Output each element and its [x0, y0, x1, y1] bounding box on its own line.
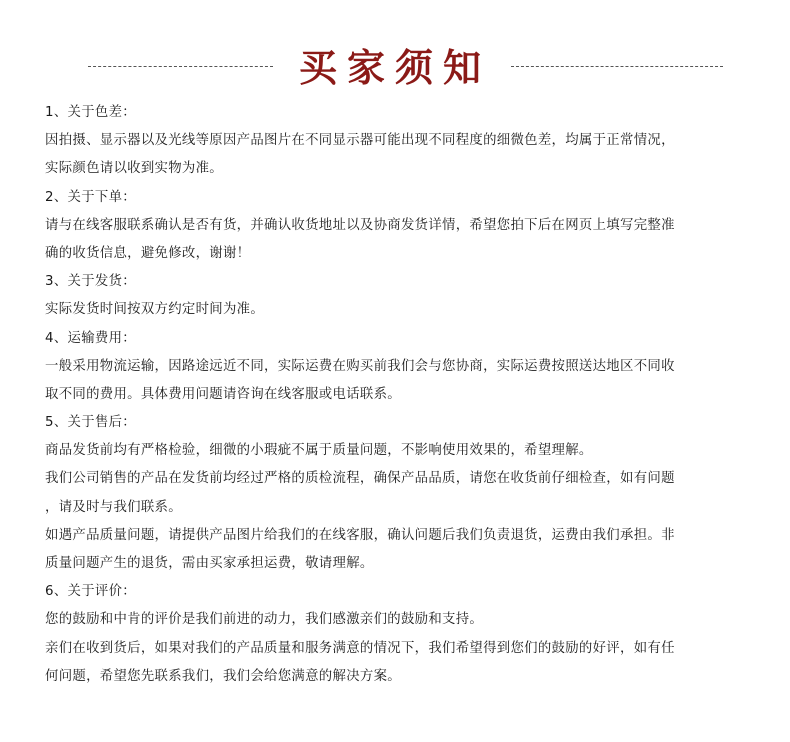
paragraph-line: 因拍摄、显示器以及光线等原因产品图片在不同显示器可能出现不同程度的细微色差，均属于正常情况，: [45, 133, 675, 149]
section-heading-color-difference: 1、关于色差：: [45, 105, 136, 120]
section-heading-shipping: 3、关于发货：: [45, 274, 136, 290]
notice-content: [45, 99, 750, 691]
paragraph-line: 一般采用物流运输，因路途远近不同，实际运费在购买前我们会与您协商，实际运费按照送达地区不同收: [45, 358, 675, 374]
left-dashed-divider: [88, 66, 273, 67]
paragraph-line: ，请及时与我们联系。: [45, 499, 182, 515]
paragraph-line: 如遇产品质量问题，请提供产品图片给我们的在线客服，确认问题后我们负责退货，运费由我们承担。非: [45, 527, 675, 543]
paragraph-line: 质量问题产生的退货，需由买家承担运费，敬请理解。: [45, 556, 374, 571]
paragraph-line: 亲们在收到货后，如果对我们的产品质量和服务满意的情况下，我们希望得到您们的鼓励的好评，如有任: [45, 640, 675, 656]
paragraph-line: 我们公司销售的产品在发货前均经过严格的质检流程，确保产品品质，请您在收货前仔细检查，如有问题: [45, 471, 675, 487]
paragraph-line: 商品发货前均有严格检验，细微的小瑕疵不属于质量问题，不影响使用效果的，希望理解。: [45, 443, 593, 459]
right-dashed-divider: [511, 66, 723, 67]
notice-header: [0, 40, 790, 100]
paragraph-line: 实际发货时间按双方约定时间为准。: [45, 302, 265, 318]
page-title: 买家须知: [298, 45, 491, 90]
paragraph-line: 何问题，希望您先联系我们，我们会给您满意的解决方案。: [45, 668, 401, 684]
paragraph-line: 实际颜色请以收到实物为准。: [45, 161, 223, 177]
paragraph-line: 取不同的费用。具体费用问题请咨询在线客服或电话联系。: [45, 386, 401, 402]
section-heading-reviews: 6、关于评价：: [45, 584, 136, 600]
section-heading-freight: 4、运输费用：: [45, 330, 136, 346]
paragraph-line: 您的鼓励和中肯的评价是我们前进的动力，我们感激亲们的鼓励和支持。: [45, 612, 484, 628]
paragraph-line: 确的收货信息，避免修改，谢谢！: [45, 245, 251, 261]
section-heading-ordering: 2、关于下单：: [45, 189, 136, 205]
paragraph-line: 请与在线客服联系确认是否有货，并确认收货地址以及协商发货详情，希望您拍下后在网页上填写完整准: [45, 217, 675, 233]
section-heading-after-sales: 5、关于售后：: [45, 415, 136, 431]
